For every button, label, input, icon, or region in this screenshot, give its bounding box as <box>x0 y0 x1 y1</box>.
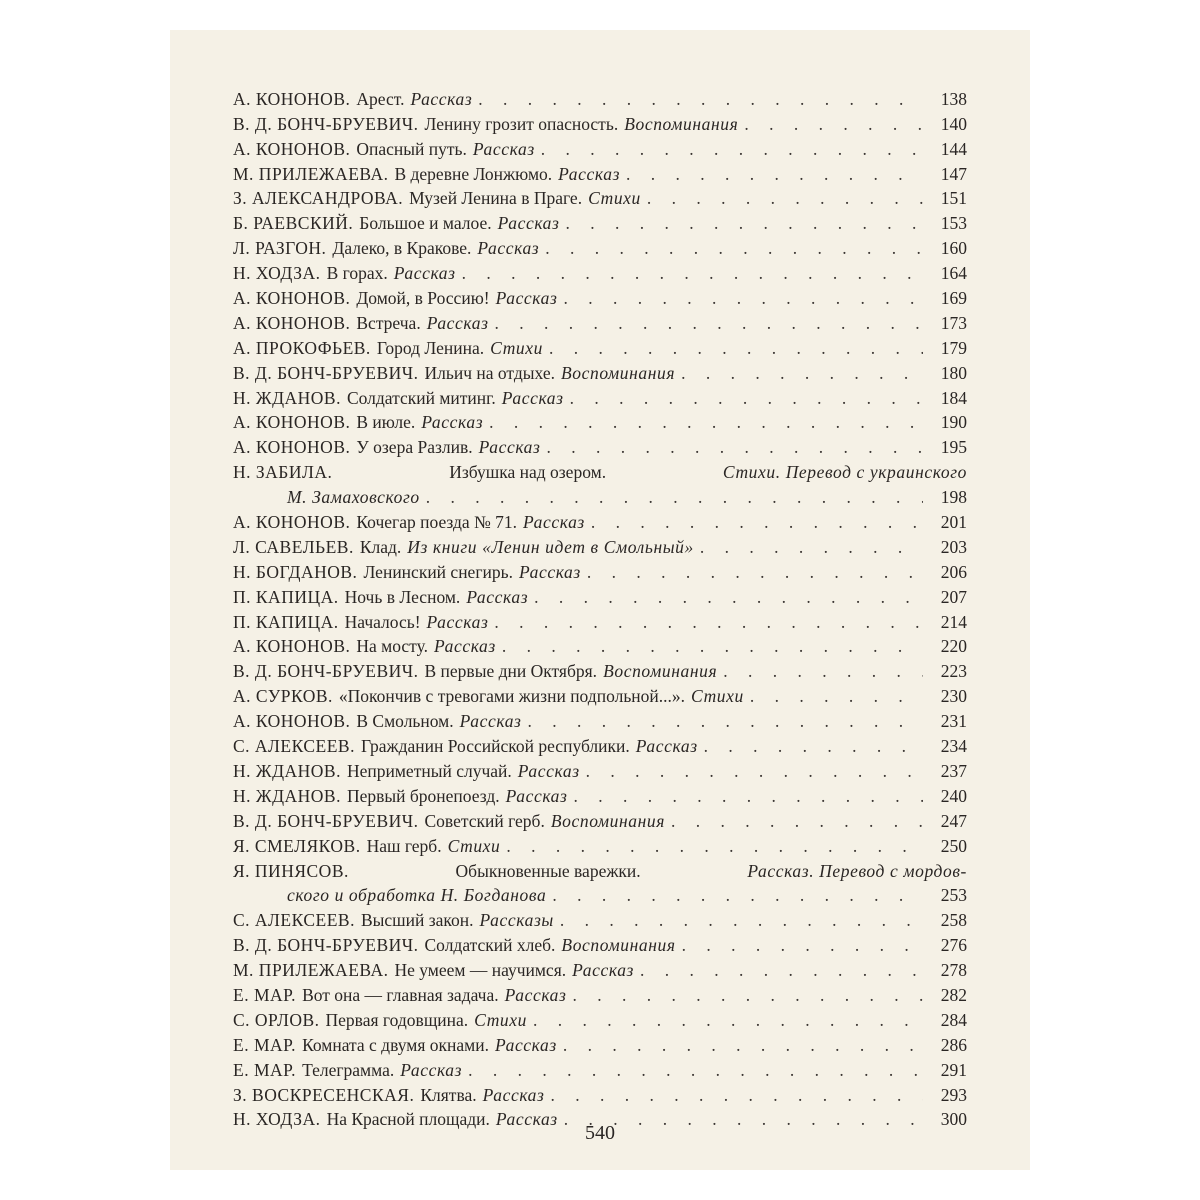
toc-entry <box>233 309 967 334</box>
entry-page-number: 214 <box>940 611 967 632</box>
dot-leader <box>682 934 923 956</box>
entry-title: Опасный путь. <box>356 138 467 159</box>
toc-entry <box>233 334 967 359</box>
entry-title: Наш герб. <box>366 835 442 856</box>
entry-page-number: 253 <box>940 885 967 906</box>
entry-genre: Рассказ <box>426 312 489 333</box>
entry-author: Н. ЖДАНОВ. <box>233 785 341 806</box>
entry-page-number: 207 <box>940 586 967 607</box>
entry-title: Ленинский снегирь. <box>363 561 513 582</box>
entry-page-number: 237 <box>940 760 967 781</box>
entry-genre: Стихи <box>691 686 744 707</box>
dot-leader <box>468 1059 923 1081</box>
entry-genre: Воспоминания <box>561 935 676 956</box>
entry-genre: Воспоминания <box>603 661 718 682</box>
entry-page-number: 147 <box>940 163 967 184</box>
entry-page-number: 153 <box>940 213 967 234</box>
dot-leader <box>545 237 923 259</box>
entry-page-number: 276 <box>940 935 967 956</box>
entry-genre: Рассказ <box>635 736 698 757</box>
entry-genre: Рассказ <box>523 512 585 533</box>
dot-leader <box>534 586 923 608</box>
toc-entry <box>233 85 967 110</box>
entry-page-number: 278 <box>940 960 967 981</box>
entry-author: А. КОНОНОВ. <box>233 88 351 109</box>
entry-title: В Смольном. <box>356 711 454 732</box>
entry-author: В. Д. БОНЧ-БРУЕВИЧ. <box>233 362 419 383</box>
entry-author: Н. ХОДЗА. <box>233 1109 321 1130</box>
entry-author: В. Д. БОНЧ-БРУЕВИЧ. <box>233 810 419 831</box>
toc-entry <box>233 857 967 882</box>
table-of-contents <box>233 85 967 1130</box>
entry-title: Далеко, в Кракове. <box>332 238 472 259</box>
entry-page-number: 190 <box>940 412 967 433</box>
toc-entry <box>233 384 967 409</box>
toc-entry-text <box>233 860 967 882</box>
entry-author: З. ВОСКРЕСЕНСКАЯ. <box>233 1084 415 1105</box>
entry-title: Клятва. <box>420 1084 477 1105</box>
dot-leader <box>723 660 923 682</box>
entry-author: Е. МАР. <box>233 984 297 1005</box>
entry-page-number: 250 <box>940 835 967 856</box>
toc-entry <box>233 608 967 633</box>
toc-entry <box>233 1081 967 1106</box>
toc-entry <box>233 110 967 135</box>
entry-author: В. Д. БОНЧ-БРУЕВИЧ. <box>233 661 419 682</box>
entry-page-number: 164 <box>940 263 967 284</box>
entry-author: В. Д. БОНЧ-БРУЕВИЧ. <box>233 935 419 956</box>
dot-leader <box>462 262 923 284</box>
entry-title: Вот она — главная задача. <box>302 984 499 1005</box>
dot-leader <box>563 287 923 309</box>
dot-leader <box>560 909 923 931</box>
entry-genre: Рассказ <box>472 138 535 159</box>
entry-page-number: 140 <box>940 113 967 134</box>
entry-genre: Рассказ <box>433 636 496 657</box>
entry-genre: Рассказы <box>479 910 554 931</box>
dot-leader <box>744 113 923 135</box>
entry-title: Гражданин Российской республики. <box>360 736 630 757</box>
dot-leader <box>563 1034 923 1056</box>
entry-author: М. ПРИЛЕЖАЕВА. <box>233 163 389 184</box>
entry-title: Ильич на отдыхе. <box>424 362 555 383</box>
toc-entry <box>233 234 967 259</box>
entry-genre: Рассказ <box>421 412 484 433</box>
entry-author: А. КОНОНОВ. <box>233 711 351 732</box>
dot-leader <box>549 337 923 359</box>
entry-page-number: 223 <box>940 661 967 682</box>
dot-leader <box>700 536 923 558</box>
entry-page-number: 286 <box>940 1034 967 1055</box>
dot-leader <box>478 88 923 110</box>
entry-genre: Рассказ <box>504 984 567 1005</box>
entry-title: Арест. <box>356 88 405 109</box>
entry-genre: Рассказ <box>572 960 634 981</box>
entry-title: Солдатский митинг. <box>346 387 496 408</box>
toc-entry <box>233 832 967 857</box>
entry-title: Первый бронепоезд. <box>346 785 500 806</box>
entry-author: Е. МАР. <box>233 1034 297 1055</box>
toc-entry <box>233 209 967 234</box>
dot-leader <box>546 436 923 458</box>
entry-page-number: 198 <box>940 487 967 508</box>
entry-author: З. АЛЕКСАНДРОВА. <box>233 188 404 209</box>
toc-entry <box>233 583 967 608</box>
toc-entry <box>233 807 967 832</box>
toc-entry <box>233 533 967 558</box>
toc-entry <box>233 558 967 583</box>
entry-author: П. КАПИЦА. <box>233 586 339 607</box>
entry-title: В горах. <box>326 263 388 284</box>
entry-page-number: 195 <box>940 437 967 458</box>
entry-title: Ночь в Лесном. <box>344 586 461 607</box>
entry-genre: Рассказ. Перевод с мордов- <box>747 860 967 881</box>
page-number: 540 <box>585 1122 615 1144</box>
entry-title: В первые дни Октября. <box>424 661 598 682</box>
entry-author: В. Д. БОНЧ-БРУЕВИЧ. <box>233 113 419 134</box>
entry-author: Н. ХОДЗА. <box>233 263 321 284</box>
entry-genre: Рассказ <box>518 561 581 582</box>
entry-genre: Рассказ <box>505 785 568 806</box>
entry-genre: Рассказ <box>477 238 540 259</box>
toc-entry <box>233 1006 967 1031</box>
dot-leader <box>573 785 923 807</box>
dot-leader <box>502 635 923 657</box>
entry-author: Б. РАЕВСКИЙ. <box>233 213 354 234</box>
entry-genre: Воспоминания <box>550 810 666 831</box>
dot-leader <box>426 486 923 508</box>
dot-leader <box>533 1009 923 1031</box>
entry-genre: Рассказ <box>400 1059 463 1080</box>
toc-entry <box>233 931 967 956</box>
entry-author: А. КОНОНОВ. <box>233 412 351 433</box>
entry-author: П. КАПИЦА. <box>233 611 339 632</box>
entry-author: С. АЛЕКСЕЕВ. <box>233 736 355 757</box>
toc-entry <box>233 682 967 707</box>
entry-page-number: 144 <box>940 138 967 159</box>
entry-author: М. ПРИЛЕЖАЕВА. <box>233 960 389 981</box>
entry-author: С. АЛЕКСЕЕВ. <box>233 910 355 931</box>
entry-title: Большое и малое. <box>359 213 492 234</box>
entry-author: С. ОРЛОВ. <box>233 1009 320 1030</box>
dot-leader <box>572 984 923 1006</box>
dot-leader <box>527 710 923 732</box>
entry-author: Я. ПИНЯСОВ. <box>233 860 349 881</box>
entry-author: А. КОНОНОВ. <box>233 437 351 458</box>
entry-genre: Стихи <box>490 337 543 358</box>
entry-author: Н. БОГДАНОВ. <box>233 561 358 582</box>
entry-genre-continuation: ского и обработка Н. Богданова <box>287 885 547 906</box>
entry-author: А. ПРОКОФЬЕВ. <box>233 337 371 358</box>
entry-author: А. КОНОНОВ. <box>233 636 351 657</box>
entry-title: Кочегар поезда № 71. <box>356 512 518 533</box>
entry-page-number: 300 <box>940 1109 967 1130</box>
toc-entry <box>233 135 967 160</box>
dot-leader <box>587 561 923 583</box>
entry-title: Первая годовщина. <box>325 1009 469 1030</box>
entry-author: А. КОНОНОВ. <box>233 512 351 533</box>
toc-entry <box>233 160 967 185</box>
dot-leader <box>591 511 923 533</box>
toc-entry <box>233 1031 967 1056</box>
entry-genre: Рассказ <box>410 88 473 109</box>
entry-page-number: 184 <box>940 387 967 408</box>
toc-entry <box>233 732 967 757</box>
toc-entry <box>233 284 967 309</box>
entry-page-number: 293 <box>940 1084 967 1105</box>
dot-leader <box>494 611 923 633</box>
toc-entry <box>233 956 967 981</box>
entry-title: «Покончив с тревогами жизни подпольной...». <box>338 686 686 707</box>
entry-title: Клад. <box>359 536 402 557</box>
entry-genre: Воспоминания <box>560 362 676 383</box>
toc-entry-continuation <box>233 882 967 907</box>
entry-author: А. КОНОНОВ. <box>233 288 351 309</box>
entry-genre: Стихи. Перевод с украинского <box>722 462 967 483</box>
entry-title: Началось! <box>344 611 421 632</box>
toc-entry <box>233 981 967 1006</box>
entry-author: Н. ЖДАНОВ. <box>233 760 341 781</box>
entry-genre: Рассказ <box>497 213 560 234</box>
entry-title: Избушка над озером. <box>449 462 607 483</box>
toc-entry <box>233 508 967 533</box>
entry-title: Обыкновенные варежки. <box>455 860 641 881</box>
entry-page-number: 180 <box>940 362 967 383</box>
dot-leader <box>586 760 923 782</box>
book-page <box>170 30 1030 1170</box>
dot-leader <box>570 387 923 409</box>
entry-genre: Рассказ <box>426 611 489 632</box>
entry-page-number: 247 <box>940 810 967 831</box>
entry-title: Высший закон. <box>360 910 474 931</box>
entry-page-number: 284 <box>940 1009 967 1030</box>
entry-page-number: 291 <box>940 1059 967 1080</box>
entry-author: Я. СМЕЛЯКОВ. <box>233 835 361 856</box>
dot-leader <box>640 959 923 981</box>
entry-page-number: 220 <box>940 636 967 657</box>
toc-entry <box>233 906 967 931</box>
entry-genre: Из книги «Ленин идет в Смольный» <box>407 536 694 557</box>
entry-genre: Рассказ <box>459 711 522 732</box>
dot-leader <box>626 163 923 185</box>
entry-page-number: 169 <box>940 288 967 309</box>
entry-title: Ленину грозит опасность. <box>424 113 619 134</box>
toc-entry <box>233 185 967 210</box>
dot-leader <box>647 187 923 209</box>
toc-entry-continuation <box>233 483 967 508</box>
entry-genre: Рассказ <box>517 760 580 781</box>
entry-author: Л. САВЕЛЬЕВ. <box>233 536 354 557</box>
entry-page-number: 201 <box>940 512 967 533</box>
toc-entry <box>233 757 967 782</box>
entry-title: Советский герб. <box>424 810 545 831</box>
dot-leader <box>750 685 923 707</box>
entry-genre-continuation: М. Замаховского <box>287 487 420 508</box>
entry-title: Не умеем — научимся. <box>394 960 567 981</box>
dot-leader <box>681 362 923 384</box>
entry-author: Е. МАР. <box>233 1059 297 1080</box>
entry-page-number: 151 <box>940 188 967 209</box>
entry-title: На мосту. <box>356 636 428 657</box>
dot-leader <box>489 411 923 433</box>
entry-page-number: 173 <box>940 312 967 333</box>
entry-title: Солдатский хлеб. <box>424 935 556 956</box>
toc-entry <box>233 433 967 458</box>
entry-page-number: 282 <box>940 984 967 1005</box>
entry-page-number: 240 <box>940 785 967 806</box>
toc-entry <box>233 657 967 682</box>
toc-entry <box>233 1056 967 1081</box>
entry-genre: Воспоминания <box>624 113 739 134</box>
entry-genre: Рассказ <box>478 437 541 458</box>
dot-leader <box>495 312 923 334</box>
entry-page-number: 203 <box>940 536 967 557</box>
entry-genre: Рассказ <box>393 263 456 284</box>
entry-page-number: 258 <box>940 910 967 931</box>
entry-genre: Стихи <box>447 835 501 856</box>
entry-page-number: 138 <box>940 88 967 109</box>
toc-entry-text <box>233 461 967 483</box>
entry-title: На Красной площади. <box>326 1109 490 1130</box>
entry-title: Музей Ленина в Праге. <box>409 188 583 209</box>
entry-page-number: 231 <box>940 711 967 732</box>
toc-entry <box>233 359 967 384</box>
entry-author: А. КОНОНОВ. <box>233 138 351 159</box>
entry-genre: Рассказ <box>558 163 621 184</box>
entry-title: Комната с двумя окнами. <box>302 1034 489 1055</box>
dot-leader <box>550 1084 923 1106</box>
entry-title: Встреча. <box>356 312 421 333</box>
entry-genre: Рассказ <box>466 586 529 607</box>
entry-page-number: 206 <box>940 561 967 582</box>
entry-page-number: 179 <box>940 337 967 358</box>
entry-genre: Рассказ <box>482 1084 545 1105</box>
toc-entry <box>233 782 967 807</box>
entry-genre: Рассказ <box>501 387 564 408</box>
entry-genre: Стихи <box>474 1009 527 1030</box>
entry-author: А. КОНОНОВ. <box>233 312 351 333</box>
entry-genre: Рассказ <box>494 1034 557 1055</box>
dot-leader <box>541 138 923 160</box>
entry-author: Н. ЗАБИЛА. <box>233 462 333 483</box>
toc-entry <box>233 458 967 483</box>
dot-leader <box>704 735 923 757</box>
entry-title: У озера Разлив. <box>356 437 473 458</box>
entry-author: А. СУРКОВ. <box>233 686 333 707</box>
entry-author: Л. РАЗГОН. <box>233 238 327 259</box>
toc-entry <box>233 409 967 434</box>
entry-title: Домой, в Россию! <box>356 288 490 309</box>
entry-page-number: 160 <box>940 238 967 259</box>
entry-title: В июле. <box>356 412 416 433</box>
dot-leader <box>565 212 923 234</box>
dot-leader <box>671 810 923 832</box>
toc-entry <box>233 633 967 658</box>
entry-title: Город Ленина. <box>376 337 485 358</box>
entry-genre: Стихи <box>588 188 641 209</box>
entry-page-number: 230 <box>940 686 967 707</box>
entry-title: Неприметный случай. <box>346 760 512 781</box>
entry-genre: Рассказ <box>495 1109 558 1130</box>
toc-entry <box>233 707 967 732</box>
entry-title: В деревне Лонжюмо. <box>394 163 553 184</box>
entry-genre: Рассказ <box>495 288 558 309</box>
entry-title: Телеграмма. <box>302 1059 395 1080</box>
dot-leader <box>552 884 923 906</box>
entry-author: Н. ЖДАНОВ. <box>233 387 341 408</box>
dot-leader <box>506 835 923 857</box>
entry-page-number: 234 <box>940 736 967 757</box>
toc-entry <box>233 259 967 284</box>
